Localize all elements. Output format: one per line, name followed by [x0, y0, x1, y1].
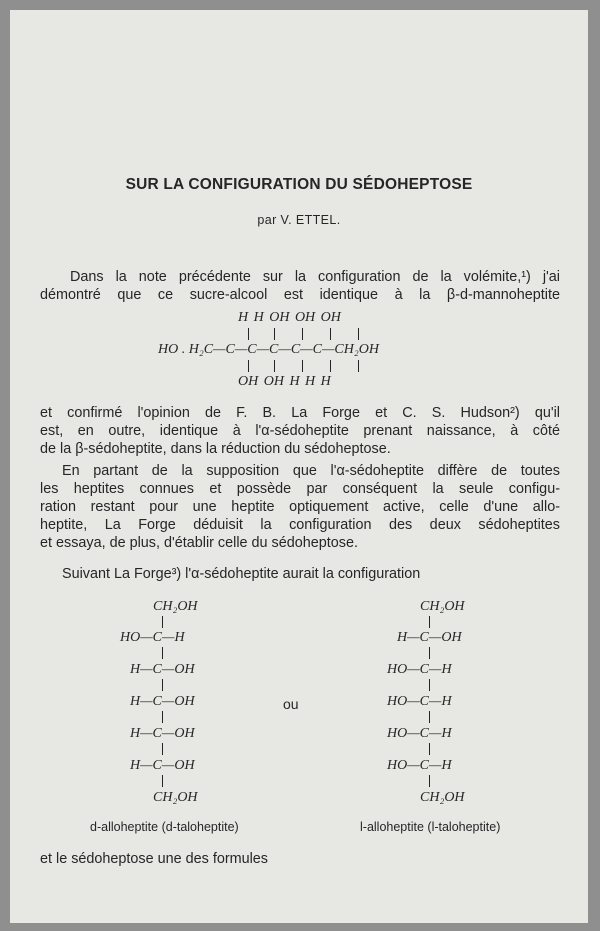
bond — [162, 679, 163, 691]
formula-right-row: HO—C—H — [387, 694, 452, 709]
bond — [330, 360, 331, 372]
paragraph-4 — [40, 565, 560, 583]
text-line: En partant de la supposition que l'α-sédoheptite diffère de toutes — [62, 463, 560, 479]
bond — [162, 743, 163, 755]
formula-left-row: CH₂OH — [153, 790, 198, 805]
bond — [429, 616, 430, 628]
bond — [302, 328, 303, 340]
author-line: par V. ETTEL. — [257, 213, 341, 227]
text-line: Suivant La Forge³) l'α-sédoheptite aurait la configuration — [62, 566, 421, 582]
page-title: SUR LA CONFIGURATION DU SÉDOHEPTOSE — [125, 176, 473, 193]
formula-right-row: HO—C—H — [387, 662, 452, 677]
formula-right-row: HO—C—H — [387, 726, 452, 741]
formula-left-row: H—C—OH — [130, 726, 195, 741]
bond — [330, 328, 331, 340]
bond — [358, 328, 359, 340]
text-line: est, en outre, identique à l'α-sédoheptite prenant naissance, à côté — [40, 423, 560, 439]
bond — [162, 775, 163, 787]
formula-right-row: HO—C—H — [387, 758, 452, 773]
formula-main-chain: HO . H₂C—C—C—C—C—C—CH₂OH — [158, 342, 379, 357]
text-line: et essaya, de plus, d'établir celle du sédoheptose. — [40, 535, 358, 551]
formula-left-row: CH₂OH — [153, 599, 198, 614]
bond — [429, 711, 430, 723]
formula-bottom-row: OH OH H H H — [238, 374, 331, 389]
text-line: Dans la note précédente sur la configuration de la volémite,¹) j'ai — [70, 269, 560, 285]
bond — [429, 647, 430, 659]
text-line: les heptites connues et possède par conséquent la seule configu- — [40, 481, 560, 497]
bond — [429, 775, 430, 787]
bond — [162, 616, 163, 628]
document-page — [10, 10, 588, 923]
formula-left-row: H—C—OH — [130, 694, 195, 709]
text-line: heptite, La Forge déduisit la configuration des deux sédoheptites — [40, 517, 560, 533]
bond — [429, 743, 430, 755]
bond — [162, 647, 163, 659]
formula-right-row: H—C—OH — [397, 630, 462, 645]
formula-right-caption: l-alloheptite (l-taloheptite) — [360, 820, 501, 834]
bond — [302, 360, 303, 372]
text-line: démontré que ce sucre-alcool est identique à la β-d-mannoheptite — [40, 287, 560, 303]
formula-left-row: H—C—OH — [130, 758, 195, 773]
connector-text: ou — [283, 696, 299, 712]
text-line: et le sédoheptose une des formules — [40, 851, 269, 867]
paragraph-3 — [40, 462, 560, 552]
paragraph-5 — [40, 850, 560, 868]
bond — [429, 679, 430, 691]
bond — [162, 711, 163, 723]
formula-right-row: CH₂OH — [420, 790, 465, 805]
text-line: ration restant pour une heptite optiquement active, celle d'une allo- — [40, 499, 560, 515]
formula-left-caption: d-alloheptite (d-taloheptite) — [90, 820, 239, 834]
text-line: de la β-sédoheptite, dans la réduction du sédoheptose. — [40, 441, 391, 457]
text-line: et confirmé l'opinion de F. B. La Forge et C. S. Hudson²) qu'il — [40, 405, 560, 421]
bond — [274, 360, 275, 372]
bond — [248, 360, 249, 372]
bond — [248, 328, 249, 340]
bond — [274, 328, 275, 340]
paragraph-2 — [40, 404, 560, 458]
bond — [358, 360, 359, 372]
formula-left-row: HO—C—H — [120, 630, 185, 645]
formula-left-row: H—C—OH — [130, 662, 195, 677]
formula-top-row: H H OH OH OH — [238, 310, 341, 325]
formula-right-row: CH₂OH — [420, 599, 465, 614]
paragraph-1 — [40, 268, 560, 304]
